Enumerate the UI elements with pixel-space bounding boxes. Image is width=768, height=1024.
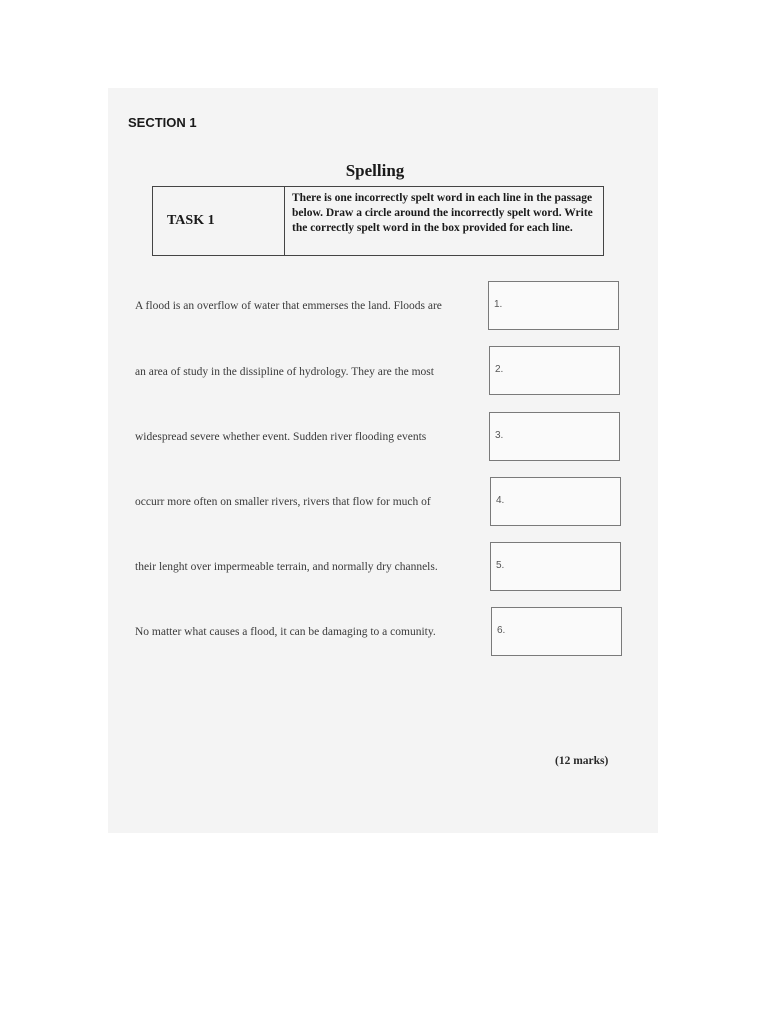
answer-box[interactable] (489, 346, 620, 395)
answer-number: 6. (497, 625, 506, 636)
task-instruction: There is one incorrectly spelt word in each line in the passage below. Draw a circle around the incorrectly spelt word. Write the correctly spelt word in the box provided for each line. (292, 192, 593, 234)
answer-box[interactable] (490, 477, 621, 526)
task-box (152, 186, 604, 256)
answer-number: 2. (495, 364, 504, 375)
answer-number: 4. (496, 495, 505, 506)
passage-line: an area of study in the dissipline of hydrology. They are the most (135, 366, 434, 378)
answer-number: 1. (494, 299, 503, 310)
answer-number: 3. (495, 430, 504, 441)
passage-line: occurr more often on smaller rivers, rivers that flow for much of (135, 496, 431, 508)
answer-box[interactable] (491, 607, 622, 656)
answer-number: 5. (496, 560, 505, 571)
passage-line: widespread severe whether event. Sudden river flooding events (135, 431, 427, 443)
passage-line: No matter what causes a flood, it can be damaging to a comunity. (135, 626, 436, 638)
marks-label: (12 marks) (555, 755, 609, 767)
passage-line: A flood is an overflow of water that emmerses the land. Floods are (135, 300, 442, 312)
task-label: TASK 1 (153, 187, 285, 255)
passage-line: their lenght over impermeable terrain, and normally dry channels. (135, 561, 438, 573)
answer-box[interactable] (488, 281, 619, 330)
page-title: Spelling (345, 161, 405, 180)
answer-box[interactable] (490, 542, 621, 591)
answer-box[interactable] (489, 412, 620, 461)
section-heading: SECTION 1 (128, 115, 197, 130)
